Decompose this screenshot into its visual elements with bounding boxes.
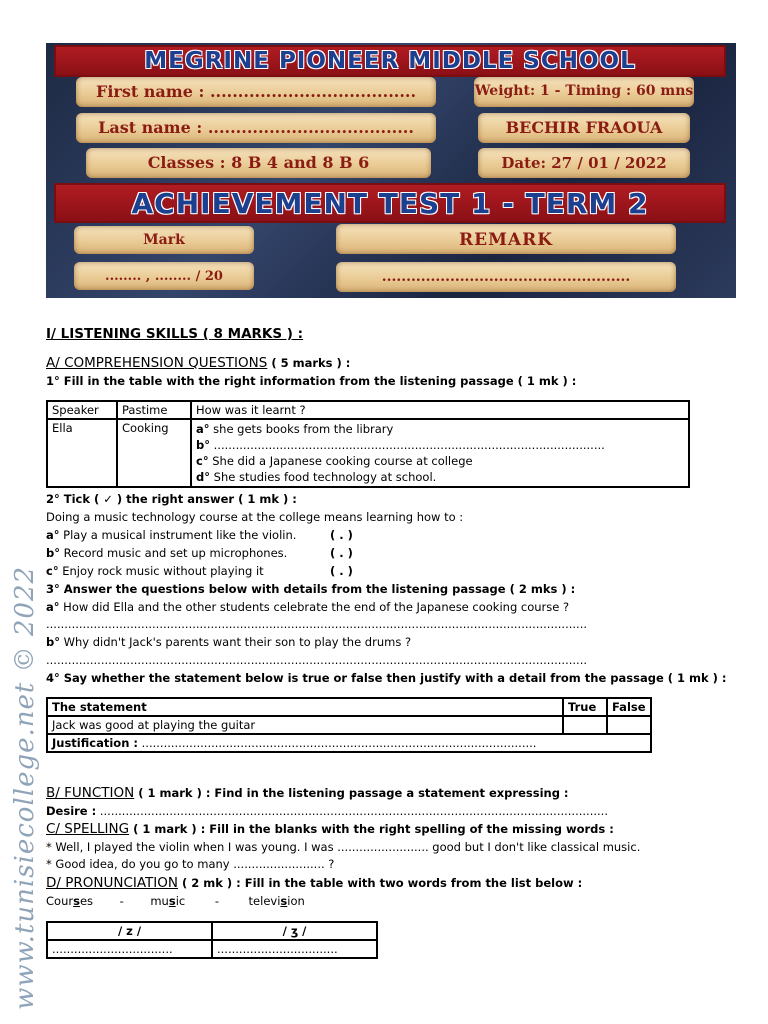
section-d-title: D/ PRONUNCIATION: [46, 875, 179, 891]
answer-cell-z[interactable]: .................................: [47, 940, 212, 958]
tick-box-a[interactable]: ( . ): [330, 528, 353, 542]
table-header-cell: / ʒ /: [212, 922, 377, 940]
spelling-sentence-1[interactable]: * Well, I played the violin when I was young. I was ......................... good but I don't like classical music.: [46, 840, 641, 854]
last-name-scroll: [76, 113, 436, 143]
teacher-name: BECHIR FRAOUA: [505, 118, 663, 137]
tick-option-b: [46, 546, 287, 560]
remark-value-scroll: [336, 262, 676, 292]
answer-cell-zh[interactable]: .................................: [212, 940, 377, 958]
section-c-title: C/ SPELLING: [46, 821, 130, 837]
option-letter: c°: [196, 454, 209, 468]
spelling-sentence-2[interactable]: * Good idea, do you go to many ......................... ?: [46, 857, 335, 871]
desire-label: Desire :: [46, 804, 97, 818]
table-true-false: [46, 697, 652, 753]
tick-box-b[interactable]: ( . ): [330, 546, 353, 560]
table-header-cell: The statement: [47, 698, 563, 716]
side-watermark: www.tunisiecollege.net © 2022: [10, 565, 40, 1010]
question-3a: [46, 600, 569, 614]
section-d-heading: [46, 875, 582, 891]
question-4: 4° Say whether the statement below is true or false then justify with a detail from the passage ( 1 mk ) :: [46, 671, 727, 685]
question-3b: [46, 635, 411, 649]
answer-line-3a[interactable]: ....................................................................................................................................................: [46, 617, 588, 631]
table-row: [47, 401, 689, 419]
table-row: [47, 940, 377, 958]
mark-value-scroll: [74, 262, 254, 290]
option-letter: a°: [46, 600, 60, 614]
table-header-cell: Pastime: [117, 401, 191, 419]
word-list: [46, 894, 305, 908]
question-text: Why didn't Jack's parents want their son to play the drums ?: [59, 635, 412, 649]
header-banner: [46, 43, 736, 298]
table-header-cell: How was it learnt ?: [191, 401, 689, 419]
table-header-cell: False: [607, 698, 651, 716]
word-separator: -: [119, 894, 124, 908]
date-label: Date: 27 / 01 / 2022: [501, 154, 667, 172]
section-c-heading: [46, 821, 614, 837]
section-b-instruction: ( 1 mark ) : Find in the listening passage a statement expressing :: [134, 786, 569, 800]
remark-value: ...................................................: [381, 269, 631, 285]
desire-line[interactable]: [46, 804, 608, 818]
part-title: I/ LISTENING SKILLS ( 8 MARKS ) :: [46, 326, 304, 342]
false-cell[interactable]: [607, 716, 651, 734]
tick-box-c[interactable]: ( . ): [330, 564, 353, 578]
question-1: 1° Fill in the table with the right information from the listening passage ( 1 mk ) :: [46, 374, 577, 388]
option-text: Enjoy rock music without playing it: [58, 564, 264, 578]
option-letter: b°: [46, 635, 60, 649]
tick-option-c: [46, 564, 264, 578]
remark-label-scroll: [336, 224, 676, 254]
remark-label: REMARK: [459, 230, 553, 250]
table-row: [47, 419, 689, 487]
teacher-scroll: [478, 113, 690, 143]
section-a-heading: [46, 355, 350, 371]
table-row: [47, 922, 377, 940]
option-letter: c°: [46, 564, 59, 578]
option-b[interactable]: [196, 437, 684, 453]
table-pronunciation: [46, 921, 378, 959]
classes-scroll: [86, 148, 431, 178]
option-a[interactable]: [196, 421, 684, 437]
question-2-intro: Doing a music technology course at the college means learning how to :: [46, 510, 464, 524]
word-television: television: [248, 894, 305, 908]
section-d-instruction: ( 2 mk ) : Fill in the table with two words from the list below :: [178, 876, 583, 890]
table-cell-options: [191, 419, 689, 487]
word-music: music: [150, 894, 186, 908]
tick-option-a: [46, 528, 296, 542]
answer-line-3b[interactable]: ....................................................................................................................................................: [46, 653, 588, 667]
section-a-title: A/ COMPREHENSION QUESTIONS: [46, 355, 268, 371]
mark-value: ........ , ........ / 20: [105, 269, 223, 284]
word-courses: Courses: [46, 894, 94, 908]
section-a-marks: ( 5 marks ) :: [267, 356, 351, 370]
question-3: 3° Answer the questions below with details from the listening passage ( 2 mks ) :: [46, 582, 576, 596]
statement-cell: Jack was good at playing the guitar: [47, 716, 563, 734]
date-scroll: [478, 148, 690, 178]
option-letter: a°: [46, 528, 60, 542]
school-name: MEGRINE PIONEER MIDDLE SCHOOL: [144, 48, 636, 74]
mark-label-scroll: [74, 226, 254, 254]
justification-dots: ............................................................................................................: [137, 736, 537, 750]
option-letter: a°: [196, 422, 210, 436]
first-name-field: First name : .....................................: [95, 82, 417, 101]
option-letter: d°: [196, 470, 210, 484]
option-text: She studies food technology at school.: [209, 470, 437, 484]
weight-scroll: [474, 77, 694, 107]
table-header-cell: Speaker: [47, 401, 117, 419]
table-header-cell: True: [563, 698, 607, 716]
option-text: Record music and set up microphones.: [59, 546, 288, 560]
option-text: she gets books from the library: [209, 422, 394, 436]
table-cell-pastime: Cooking: [117, 419, 191, 487]
desire-dots: ...........................................................................................................................................: [96, 804, 608, 818]
test-title: ACHIEVEMENT TEST 1 - TERM 2: [131, 187, 649, 220]
question-text: How did Ella and the other students celebrate the end of the Japanese cooking course ?: [59, 600, 570, 614]
option-text: ...........................................................................................................: [209, 438, 605, 452]
first-name-scroll: [76, 77, 436, 107]
option-letter: b°: [196, 438, 210, 452]
option-letter: b°: [46, 546, 60, 560]
section-b-heading: [46, 785, 569, 801]
mark-label: Mark: [143, 232, 185, 248]
table-cell-speaker: Ella: [47, 419, 117, 487]
table-how-learnt: [46, 400, 690, 488]
justification-label: Justification :: [52, 736, 138, 750]
weight-timing-label: Weight: 1 - Timing : 60 mns: [474, 83, 694, 99]
option-d[interactable]: [196, 469, 684, 485]
justification-cell[interactable]: [47, 734, 651, 752]
option-text: Play a musical instrument like the violin.: [59, 528, 297, 542]
word-separator: -: [214, 894, 219, 908]
section-c-instruction: ( 1 mark ) : Fill in the blanks with the right spelling of the missing words :: [129, 822, 614, 836]
option-text: She did a Japanese cooking course at college: [208, 454, 473, 468]
question-2: 2° Tick ( ✓ ) the right answer ( 1 mk ) :: [46, 492, 297, 506]
school-title-bar: [54, 45, 726, 77]
section-b-title: B/ FUNCTION: [46, 785, 135, 801]
table-row: [47, 698, 651, 716]
true-cell[interactable]: [563, 716, 607, 734]
option-c[interactable]: [196, 453, 684, 469]
table-row: [47, 716, 651, 734]
classes-label: Classes : 8 B 4 and 8 B 6: [147, 153, 370, 172]
table-row: [47, 734, 651, 752]
last-name-field: Last name : .....................................: [98, 118, 414, 137]
test-title-bar: [54, 183, 726, 223]
table-header-cell: / z /: [47, 922, 212, 940]
